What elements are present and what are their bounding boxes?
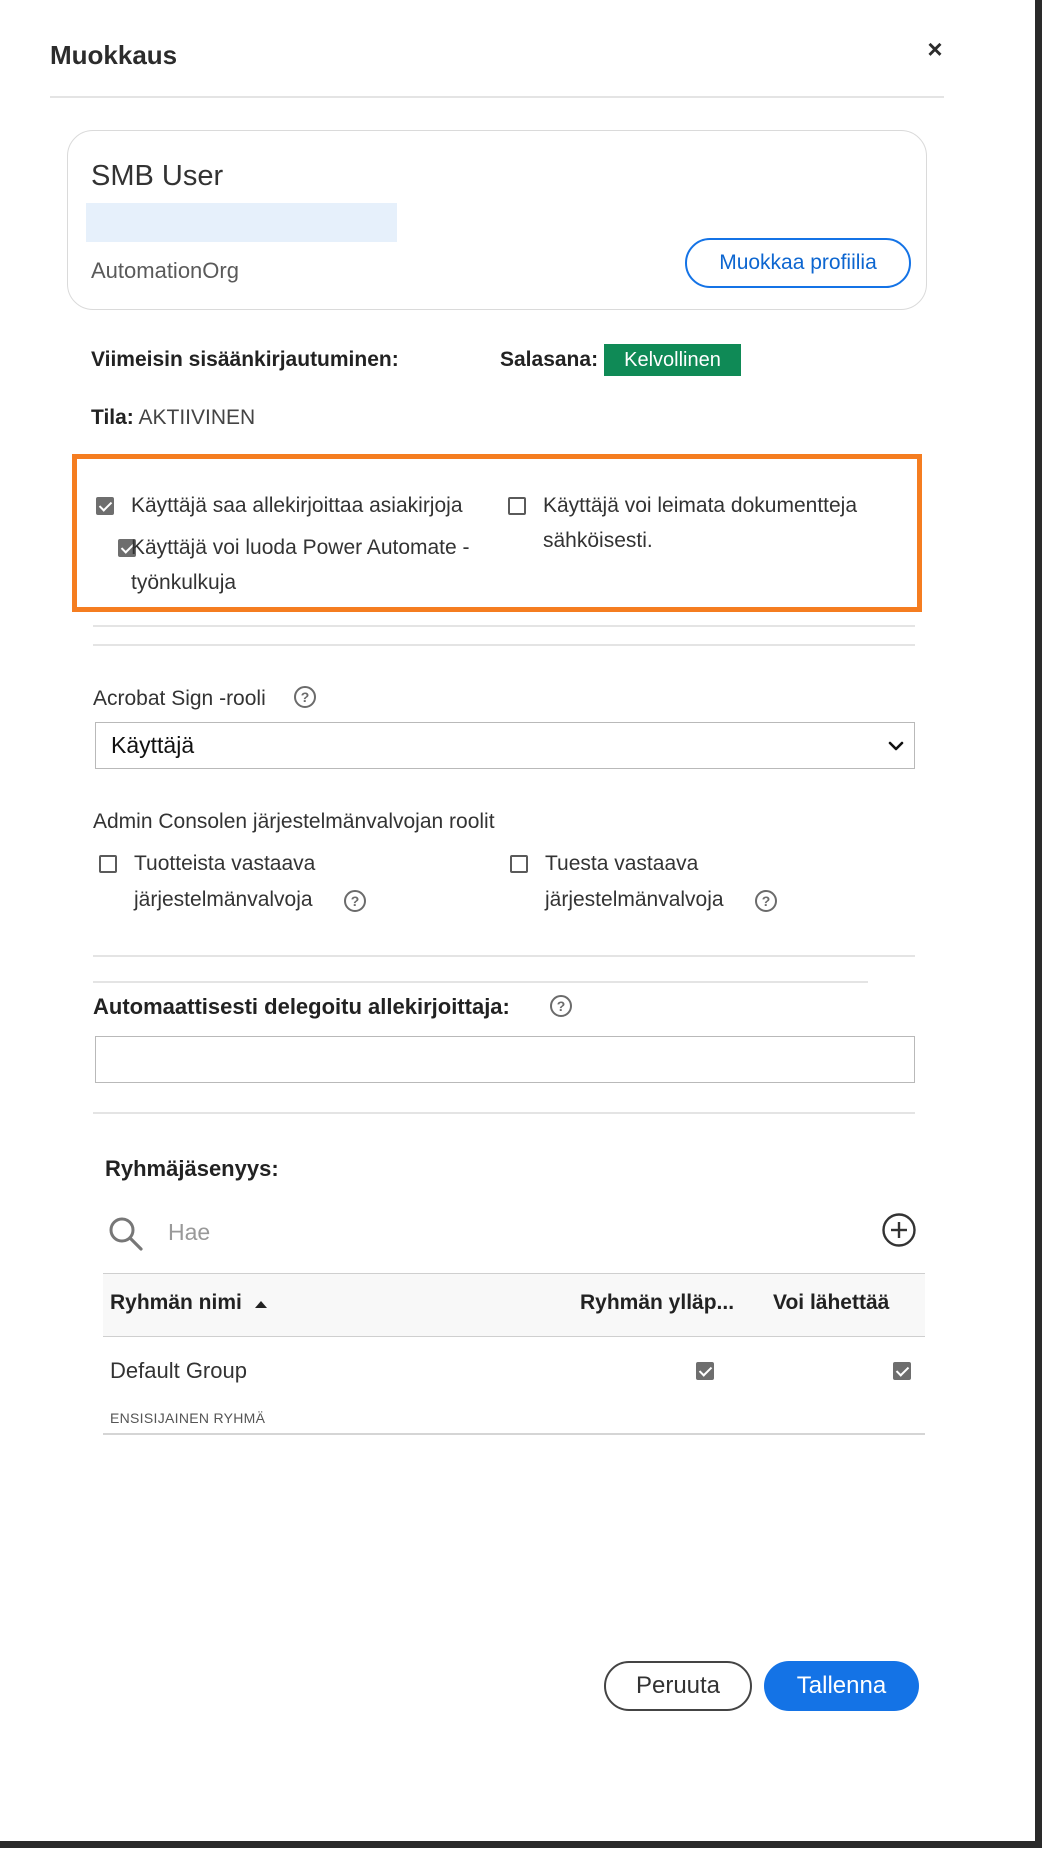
product-admin-label-cont: järjestelmänvalvoja xyxy=(134,888,313,911)
admin-roles-label: Admin Consolen järjestelmänvalvojan roolit xyxy=(93,810,495,833)
group-name-cell[interactable]: Default Group xyxy=(110,1358,247,1383)
help-icon[interactable]: ? xyxy=(550,995,572,1017)
help-icon[interactable]: ? xyxy=(294,686,316,708)
help-icon[interactable]: ? xyxy=(755,890,777,912)
permission-stamp-checkbox[interactable] xyxy=(508,497,526,515)
column-group-admin[interactable]: Ryhmän ylläp... xyxy=(580,1291,735,1314)
permission-stamp-label: Käyttäjä voi leimata dokumentteja xyxy=(543,494,858,517)
groups-table-header xyxy=(103,1273,925,1337)
support-admin-label-cont: järjestelmänvalvoja xyxy=(545,888,724,911)
can-send-checkbox[interactable] xyxy=(893,1362,911,1380)
password-status-badge: Kelvollinen xyxy=(604,344,741,376)
divider xyxy=(93,644,915,646)
column-group-name-label: Ryhmän nimi xyxy=(110,1291,242,1314)
sign-role-label: Acrobat Sign -rooli xyxy=(93,687,266,710)
permission-sign-checkbox[interactable] xyxy=(96,497,114,515)
redacted-email xyxy=(86,203,397,242)
account-status xyxy=(91,406,255,430)
user-name: SMB User xyxy=(91,160,224,192)
divider xyxy=(93,625,915,627)
product-admin-checkbox[interactable] xyxy=(99,855,117,873)
edit-profile-button[interactable]: Muokkaa profiilia xyxy=(685,238,911,288)
org-name: AutomationOrg xyxy=(91,258,239,283)
delegate-label: Automaattisesti delegoitu allekirjoittaja: xyxy=(93,994,510,1019)
permission-sign-label: Käyttäjä saa allekirjoittaa asiakirjoja xyxy=(131,494,463,517)
help-icon[interactable]: ? xyxy=(344,890,366,912)
sign-role-select[interactable] xyxy=(95,722,915,769)
primary-group-tag: ENSISIJAINEN RYHMÄ xyxy=(110,1410,266,1426)
group-search-input[interactable]: Hae xyxy=(168,1219,211,1245)
divider xyxy=(93,981,868,983)
search-icon[interactable] xyxy=(108,1216,144,1252)
cancel-button[interactable]: Peruuta xyxy=(604,1661,752,1711)
sort-asc-icon xyxy=(254,1299,268,1309)
group-admin-checkbox[interactable] xyxy=(696,1362,714,1380)
save-button[interactable]: Tallenna xyxy=(764,1661,919,1711)
group-membership-label: Ryhmäjäsenyys: xyxy=(105,1156,279,1181)
divider xyxy=(93,955,915,957)
divider xyxy=(93,1112,915,1114)
sign-role-value: Käyttäjä xyxy=(111,732,195,758)
column-can-send[interactable]: Voi lähettää xyxy=(773,1291,890,1314)
support-admin-checkbox[interactable] xyxy=(510,855,528,873)
last-login-label: Viimeisin sisäänkirjautuminen: xyxy=(91,348,399,371)
close-icon[interactable]: × xyxy=(927,34,943,64)
dialog-title: Muokkaus xyxy=(50,40,178,70)
delegate-input[interactable] xyxy=(95,1036,915,1083)
permission-power-automate-label: Käyttäjä voi luoda Power Automate - xyxy=(131,536,470,559)
add-icon[interactable] xyxy=(881,1212,917,1248)
chevron-down-icon xyxy=(886,736,906,756)
support-admin-label: Tuesta vastaava xyxy=(545,852,699,875)
permission-power-automate-label-cont: työnkulkuja xyxy=(131,571,237,594)
column-group-name[interactable] xyxy=(110,1291,268,1315)
product-admin-label: Tuotteista vastaava xyxy=(134,852,316,875)
status-value: AKTIIVINEN xyxy=(138,406,256,429)
permission-stamp-label-cont: sähköisesti. xyxy=(543,529,653,552)
status-label: Tila: xyxy=(91,406,134,429)
title-divider xyxy=(50,96,944,98)
row-divider xyxy=(103,1433,925,1435)
password-label: Salasana: xyxy=(500,348,599,371)
